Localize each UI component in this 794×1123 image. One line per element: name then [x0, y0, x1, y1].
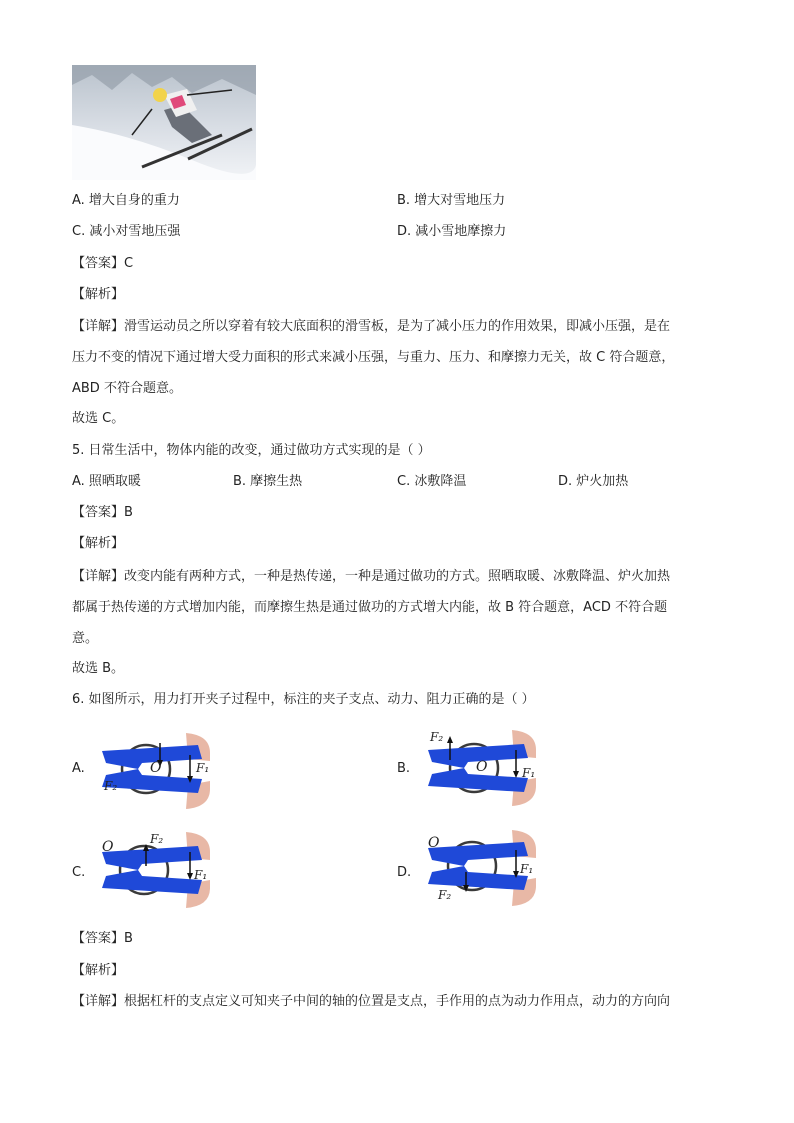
q5-question: 5. 日常生活中，物体内能的改变，通过做功方式实现的是（ ）: [72, 443, 431, 458]
q5-answer: 【答案】B: [72, 505, 133, 520]
q5-detail-line-3: 意。: [72, 631, 99, 646]
q6-analysis-label: 【解析】: [72, 963, 125, 978]
q5-option-a: A. 照晒取暖: [72, 474, 141, 489]
q4-detail-line-1: 【详解】滑雪运动员之所以穿着有较大底面积的滑雪板，是为了减小压力的作用效果，即减小压强，是在: [72, 319, 671, 334]
q4-option-c: C. 减小对雪地压强: [72, 224, 181, 239]
q5-option-b: B. 摩擦生热: [233, 474, 303, 489]
q6-d-label-o: O: [428, 835, 440, 851]
q6-figure-d: [424, 830, 536, 906]
q5-detail-line-2: 都属于热传递的方式增加内能，而摩擦生热是通过做功的方式增大内能，故 B 符合题意，ACD 不符合题: [72, 600, 668, 615]
q6-a-label-f1: F₁: [196, 761, 210, 775]
q6-detail-line-1: 【详解】根据杠杆的支点定义可知夹子中间的轴的位置是支点，手作用的点为动力作用点，动力的方向向: [72, 994, 671, 1009]
skier-photo: [72, 65, 256, 180]
q6-option-d-label: D.: [397, 865, 412, 880]
q6-option-b-label: B.: [397, 761, 411, 776]
q4-answer: 【答案】C: [72, 256, 134, 271]
q4-detail-line-2: 压力不变的情况下通过增大受力面积的形式来减小压强，与重力、压力、和摩擦力无关，故 C 符合题意，: [72, 350, 675, 365]
q6-d-label-f1: F₁: [520, 862, 534, 876]
q4-detail: [72, 311, 720, 404]
q5-option-d: D. 炉火加热: [558, 474, 629, 489]
q4-option-b: B. 增大对雪地压力: [397, 193, 506, 208]
q6-b-label-o: O: [476, 759, 488, 775]
q6-b-label-f2: F₂: [430, 730, 444, 744]
q4-detail-line-3: ABD 不符合题意。: [72, 381, 182, 396]
q6-figure-c: [98, 832, 210, 908]
q6-answer: 【答案】B: [72, 931, 133, 946]
q5-conclusion: 故选 B。: [72, 661, 125, 676]
q6-figure-a: [98, 733, 210, 809]
q6-option-c-label: C.: [72, 865, 86, 880]
q6-c-label-f1: F₁: [194, 868, 208, 882]
q6-d-label-f2: F₂: [438, 888, 452, 902]
q6-a-label-o: O: [150, 760, 162, 776]
q5-detail-line-1: 【详解】改变内能有两种方式，一种是热传递，一种是通过做功的方式。照晒取暖、冰敷降温、炉火加热: [72, 569, 671, 584]
q6-c-label-f2: F₂: [150, 832, 164, 846]
q5-detail: [72, 561, 720, 654]
q6-figure-b: [424, 730, 536, 806]
q6-a-label-f2: F₂: [104, 779, 118, 793]
q4-option-d: D. 减小雪地摩擦力: [397, 224, 507, 239]
q4-conclusion: 故选 C。: [72, 411, 125, 426]
q6-c-label-o: O: [102, 839, 114, 855]
q6-question: 6. 如图所示，用力打开夹子过程中，标注的夹子支点、动力、阻力正确的是（ ）: [72, 692, 535, 707]
q5-analysis-label: 【解析】: [72, 536, 125, 551]
q6-option-a-label: A.: [72, 761, 85, 776]
q4-option-a: A. 增大自身的重力: [72, 193, 180, 208]
q4-analysis-label: 【解析】: [72, 287, 125, 302]
q6-b-label-f1: F₁: [522, 766, 536, 780]
q5-option-c: C. 冰敷降温: [397, 474, 467, 489]
